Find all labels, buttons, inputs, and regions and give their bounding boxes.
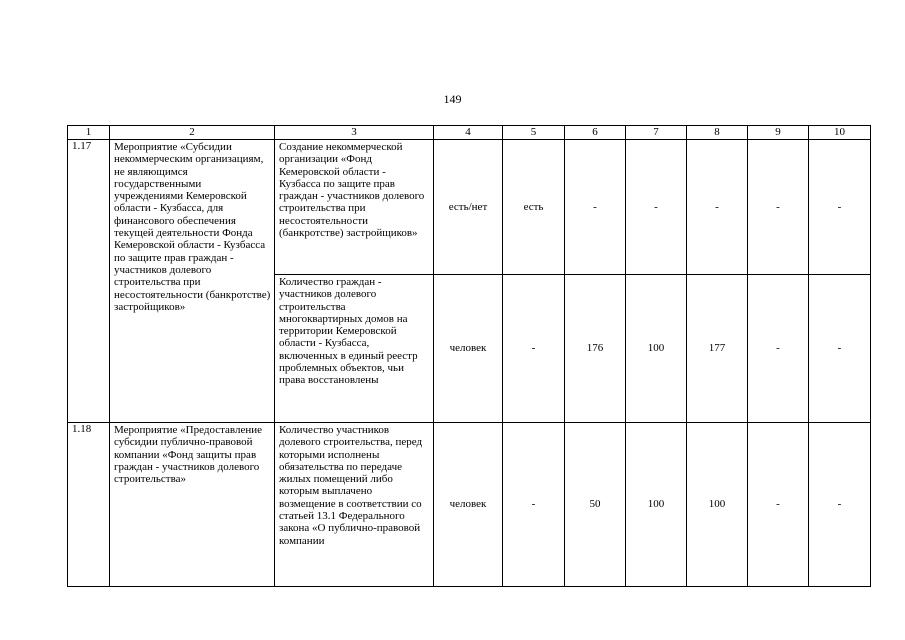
- value-cell: 177: [687, 275, 748, 423]
- value-cell: -: [748, 275, 809, 423]
- indicator-name: Количество участников долевого строительства, перед которыми исполнены обязательства по передаче жилых помещений либо которым выплачено возмещение в соответствии со статьей 13.1 Федерального закона «О публично-правовой компании: [275, 423, 434, 587]
- row-number: 1.17: [68, 140, 110, 423]
- value-cell: -: [748, 140, 809, 275]
- value-cell: -: [809, 275, 871, 423]
- header-cell: 4: [434, 126, 503, 140]
- header-cell: 10: [809, 126, 871, 140]
- value-cell: -: [503, 423, 565, 587]
- value-cell: -: [626, 140, 687, 275]
- value-cell: -: [503, 275, 565, 423]
- table-row: [68, 140, 871, 275]
- value-cell: 50: [565, 423, 626, 587]
- indicators-table: [67, 125, 871, 587]
- header-cell: 6: [565, 126, 626, 140]
- value-cell: 100: [626, 423, 687, 587]
- value-cell: есть: [503, 140, 565, 275]
- value-cell: 100: [687, 423, 748, 587]
- unit-cell: человек: [434, 423, 503, 587]
- header-cell: 8: [687, 126, 748, 140]
- header-cell: 7: [626, 126, 687, 140]
- value-cell: -: [748, 423, 809, 587]
- value-cell: -: [809, 140, 871, 275]
- value-cell: 100: [626, 275, 687, 423]
- value-cell: -: [565, 140, 626, 275]
- header-cell: 2: [110, 126, 275, 140]
- value-cell: -: [809, 423, 871, 587]
- unit-cell: человек: [434, 275, 503, 423]
- unit-cell: есть/нет: [434, 140, 503, 275]
- table-row: [68, 423, 871, 587]
- row-number: 1.18: [68, 423, 110, 587]
- header-row: [68, 126, 871, 140]
- event-cell: Мероприятие «Предоставление субсидии публично-правовой компании «Фонд защиты прав граждан - участников долевого строительства»: [110, 423, 275, 587]
- value-cell: 176: [565, 275, 626, 423]
- event-cell: Мероприятие «Субсидии некоммерческим организациям, не являющимся государственными учреждениями Кемеровской области - Кузбасса, для финансового обеспечения текущей деятельности Фонда Кемеровской области - Кузбасса по защите прав граждан - участников долевого строительства при несостоятельности (банкротстве) застройщиков»: [110, 140, 275, 423]
- header-cell: 5: [503, 126, 565, 140]
- header-cell: 9: [748, 126, 809, 140]
- indicator-name: Количество граждан - участников долевого строительства многоквартирных домов на территории Кемеровской области - Кузбасса, включенных в единый реестр проблемных объектов, чьи права восстановлены: [275, 275, 434, 423]
- page-number: 149: [443, 92, 462, 106]
- indicator-name: Создание некоммерческой организации «Фонд Кемеровской области - Кузбасса по защите прав граждан - участников долевого строительства при несостоятельности (банкротстве) застройщиков»: [275, 140, 434, 275]
- value-cell: -: [687, 140, 748, 275]
- header-cell: 1: [68, 126, 110, 140]
- header-cell: 3: [275, 126, 434, 140]
